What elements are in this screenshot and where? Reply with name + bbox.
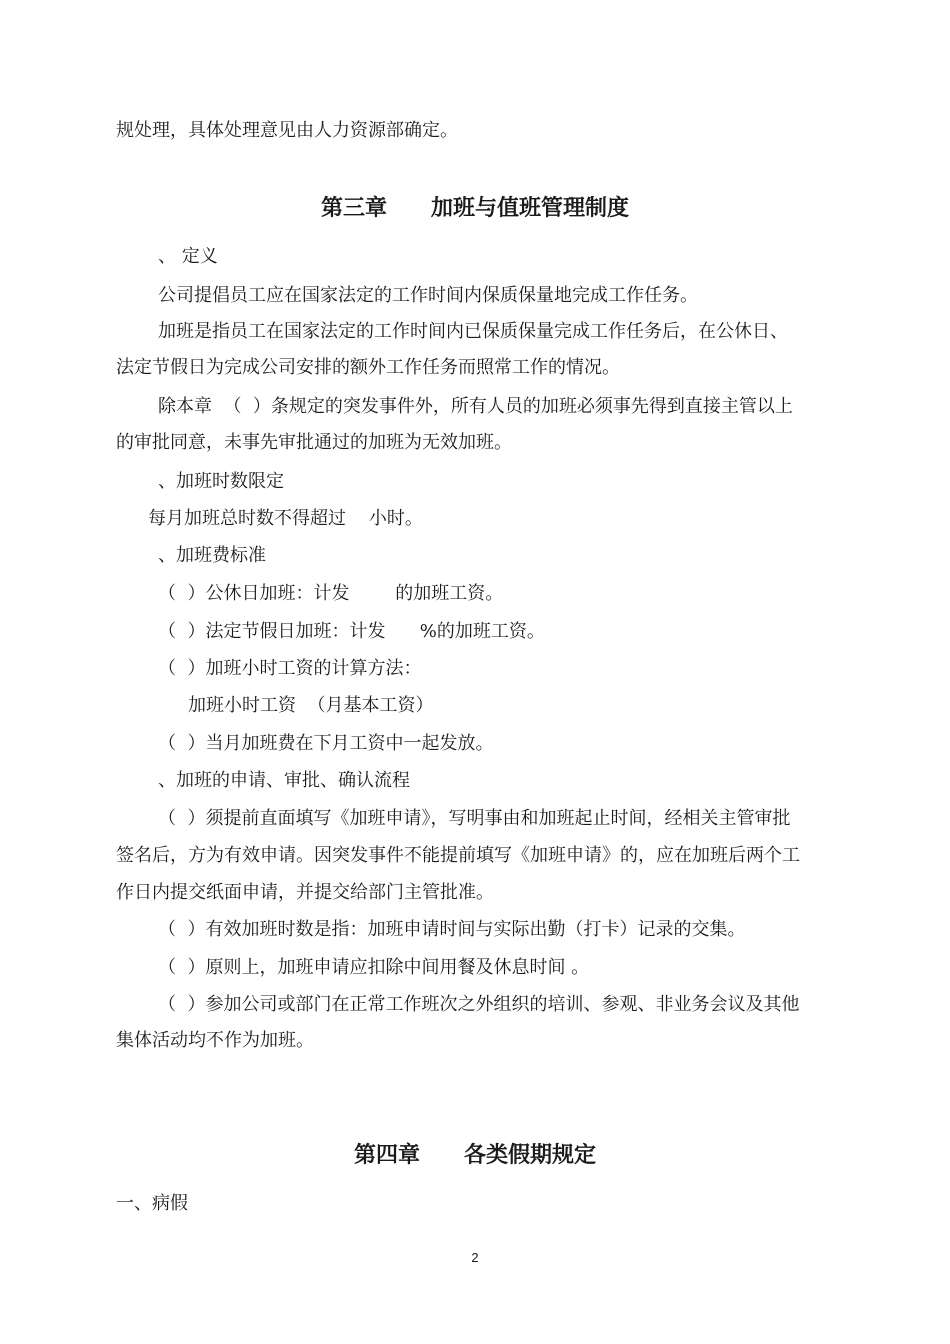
page-number: 2 xyxy=(471,1250,479,1265)
paragraph-line: 加班是指员工在国家法定的工作时间内已保质保量完成工作任务后，在公休日、 xyxy=(158,321,788,342)
formula-line: 加班小时工资 （月基本工资） xyxy=(188,695,434,716)
paragraph-line: 公司提倡员工应在国家法定的工作时间内保质保量地完成工作任务。 xyxy=(158,285,698,306)
chapter-3-heading: 第三章 加班与值班管理制度 xyxy=(320,196,629,221)
section-definition-label: 、 定义 xyxy=(158,246,218,267)
section-overtime-pay-label: 、加班费标准 xyxy=(158,545,266,566)
section-hours-limit-label: 、加班时数限定 xyxy=(158,471,284,492)
paragraph-line: 除本章 （ ）条规定的突发事件外，所有人员的加班必须事先得到直接主管以上 xyxy=(158,396,793,417)
list-item: （ ）公休日加班：计发 的加班工资。 xyxy=(158,583,504,604)
section-sick-leave-label: 一、病假 xyxy=(116,1193,188,1214)
list-item: （ ）当月加班费在下月工资中一起发放。 xyxy=(158,733,494,754)
list-item: （ ）法定节假日加班：计发 %的加班工资。 xyxy=(158,621,545,642)
list-item: （ ）须提前直面填写《加班申请》，写明事由和加班起止时间，经相关主管审批 xyxy=(158,808,791,829)
paragraph-line: 作日内提交纸面申请，并提交给部门主管批准。 xyxy=(116,882,494,903)
paragraph-line: 每月加班总时数不得超过 小时。 xyxy=(148,508,423,529)
list-item: （ ）参加公司或部门在正常工作班次之外组织的培训、参观、非业务会议及其他 xyxy=(158,994,800,1015)
paragraph-line: 签名后，方为有效申请。因突发事件不能提前填写《加班申请》的，应在加班后两个工 xyxy=(116,845,800,866)
paragraph-line: 的审批同意，未事先审批通过的加班为无效加班。 xyxy=(116,432,512,453)
chapter-4-heading: 第四章 各类假期规定 xyxy=(353,1143,596,1168)
list-item: （ ）原则上，加班申请应扣除中间用餐及休息时间 。 xyxy=(158,957,590,978)
list-item: （ ）有效加班时数是指：加班申请时间与实际出勤（打卡）记录的交集。 xyxy=(158,919,746,940)
carryover-line: 规处理，具体处理意见由人力资源部确定。 xyxy=(116,120,458,141)
section-approval-process-label: 、加班的申请、审批、确认流程 xyxy=(158,770,410,791)
paragraph-line: 集体活动均不作为加班。 xyxy=(116,1030,314,1051)
paragraph-line: 法定节假日为完成公司安排的额外工作任务而照常工作的情况。 xyxy=(116,357,620,378)
list-item: （ ）加班小时工资的计算方法： xyxy=(158,658,422,679)
